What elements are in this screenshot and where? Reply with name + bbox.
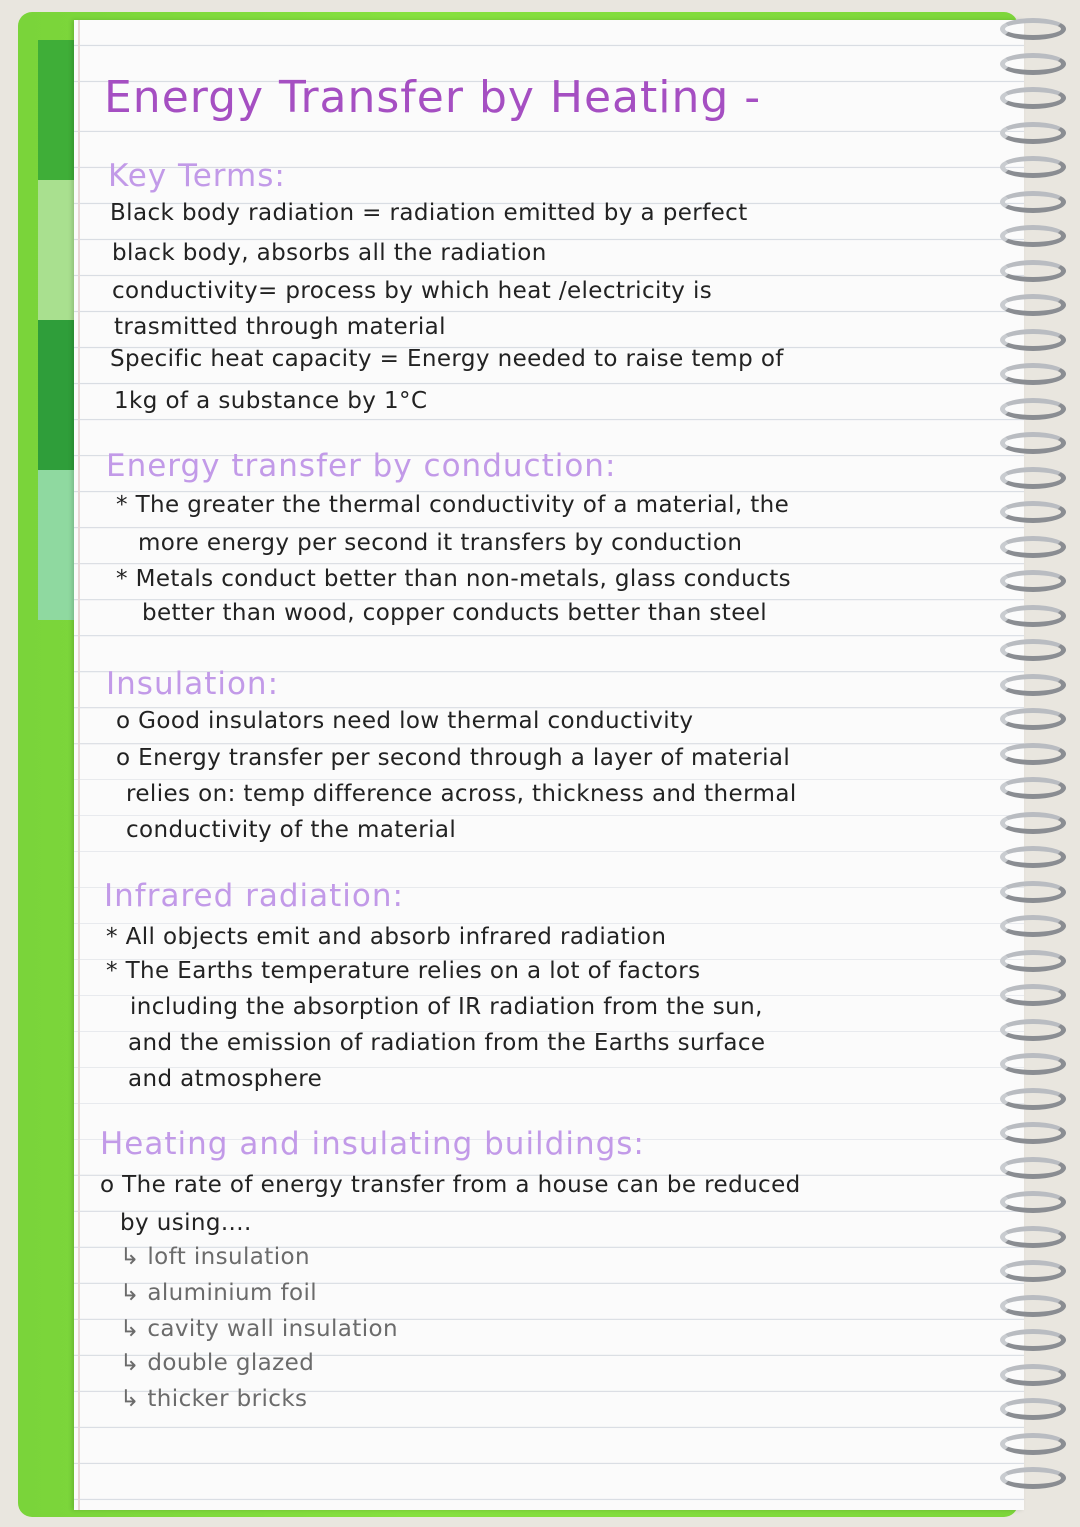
buildings-line-1: o The rate of energy transfer from a house can be reduced <box>100 1172 801 1198</box>
conduction-line-3: * Metals conduct better than non-metals, glass conducts <box>116 566 791 592</box>
spiral-coil <box>1000 225 1066 247</box>
key-terms-line-6: 1kg of a substance by 1°C <box>114 388 428 414</box>
infrared-line-3: including the absorption of IR radiation from the sun, <box>130 994 763 1020</box>
buildings-line-4: ↳ aluminium foil <box>120 1280 318 1306</box>
spiral-coil <box>1000 363 1066 385</box>
insulation-line-4: conductivity of the material <box>126 817 457 843</box>
divider-tab-1 <box>38 40 78 180</box>
heading-conduction: Energy transfer by conduction: <box>106 448 617 484</box>
spiral-coil <box>1000 1053 1066 1075</box>
spiral-coil <box>1000 191 1066 213</box>
spiral-coil <box>1000 18 1066 40</box>
spiral-coil <box>1000 53 1066 75</box>
spiral-coil <box>1000 1019 1066 1041</box>
spiral-coil <box>1000 950 1066 972</box>
buildings-line-6: ↳ double glazed <box>120 1350 315 1376</box>
key-terms-line-3: conductivity= process by which heat /electricity is <box>112 278 713 304</box>
divider-tab-3 <box>38 320 78 470</box>
infrared-line-5: and atmosphere <box>128 1066 323 1092</box>
spiral-coil <box>1000 777 1066 799</box>
spiral-coil <box>1000 294 1066 316</box>
key-terms-line-2: black body, absorbs all the radiation <box>112 240 547 266</box>
spiral-coil <box>1000 881 1066 903</box>
conduction-line-2: more energy per second it transfers by conduction <box>138 530 743 556</box>
spiral-coil <box>1000 846 1066 868</box>
spiral-coil <box>1000 536 1066 558</box>
insulation-line-3: relies on: temp difference across, thickness and thermal <box>126 781 797 807</box>
spiral-coil <box>1000 1364 1066 1386</box>
spiral-coil <box>1000 156 1066 178</box>
buildings-line-5: ↳ cavity wall insulation <box>120 1316 398 1342</box>
spiral-coil <box>1000 329 1066 351</box>
heading-buildings: Heating and insulating buildings: <box>100 1126 645 1162</box>
spiral-coil <box>1000 812 1066 834</box>
spiral-coil <box>1000 122 1066 144</box>
infrared-line-2: * The Earths temperature relies on a lot of factors <box>106 958 701 984</box>
spiral-coil <box>1000 1088 1066 1110</box>
spiral-coil <box>1000 1226 1066 1248</box>
spiral-coil <box>1000 1433 1066 1455</box>
spiral-coil <box>1000 984 1066 1006</box>
spiral-coil <box>1000 915 1066 937</box>
key-terms-line-4: trasmitted through material <box>114 314 446 340</box>
heading-infrared: Infrared radiation: <box>104 878 404 914</box>
spiral-coil <box>1000 570 1066 592</box>
spiral-coil <box>1000 1260 1066 1282</box>
insulation-line-2: o Energy transfer per second through a layer of material <box>116 745 791 771</box>
page-margin-line <box>78 20 80 1510</box>
spiral-coil <box>1000 260 1066 282</box>
spiral-coil <box>1000 398 1066 420</box>
heading-insulation: Insulation: <box>106 666 280 702</box>
spiral-coil <box>1000 1157 1066 1179</box>
spiral-coil <box>1000 1191 1066 1213</box>
spiral-coil <box>1000 1122 1066 1144</box>
spiral-coil <box>1000 743 1066 765</box>
infrared-line-1: * All objects emit and absorb infrared radiation <box>106 924 667 950</box>
divider-tab-2 <box>38 180 78 320</box>
spiral-coil <box>1000 1467 1066 1489</box>
buildings-line-7: ↳ thicker bricks <box>120 1386 308 1412</box>
spiral-coil <box>1000 501 1066 523</box>
spiral-coil <box>1000 639 1066 661</box>
spiral-coil <box>1000 432 1066 454</box>
page-title: Energy Transfer by Heating - <box>104 72 762 123</box>
spiral-coil <box>1000 87 1066 109</box>
spiral-coil <box>1000 1329 1066 1351</box>
spiral-coil <box>1000 605 1066 627</box>
buildings-line-2: by using.... <box>120 1210 252 1236</box>
spiral-coil <box>1000 708 1066 730</box>
spiral-coil <box>1000 1295 1066 1317</box>
spiral-coil <box>1000 674 1066 696</box>
infrared-line-4: and the emission of radiation from the Earths surface <box>128 1030 766 1056</box>
heading-key-terms: Key Terms: <box>108 158 286 194</box>
key-terms-line-1: Black body radiation = radiation emitted by a perfect <box>110 200 748 226</box>
spiral-binding <box>994 10 1074 1510</box>
spiral-coil <box>1000 467 1066 489</box>
conduction-line-4: better than wood, copper conducts better than steel <box>142 600 768 626</box>
buildings-line-3: ↳ loft insulation <box>120 1244 310 1270</box>
insulation-line-1: o Good insulators need low thermal conductivity <box>116 708 694 734</box>
key-terms-line-5: Specific heat capacity = Energy needed to raise temp of <box>110 346 784 372</box>
divider-tab-4 <box>38 470 78 620</box>
conduction-line-1: * The greater the thermal conductivity of a material, the <box>116 492 790 518</box>
spiral-coil <box>1000 1398 1066 1420</box>
